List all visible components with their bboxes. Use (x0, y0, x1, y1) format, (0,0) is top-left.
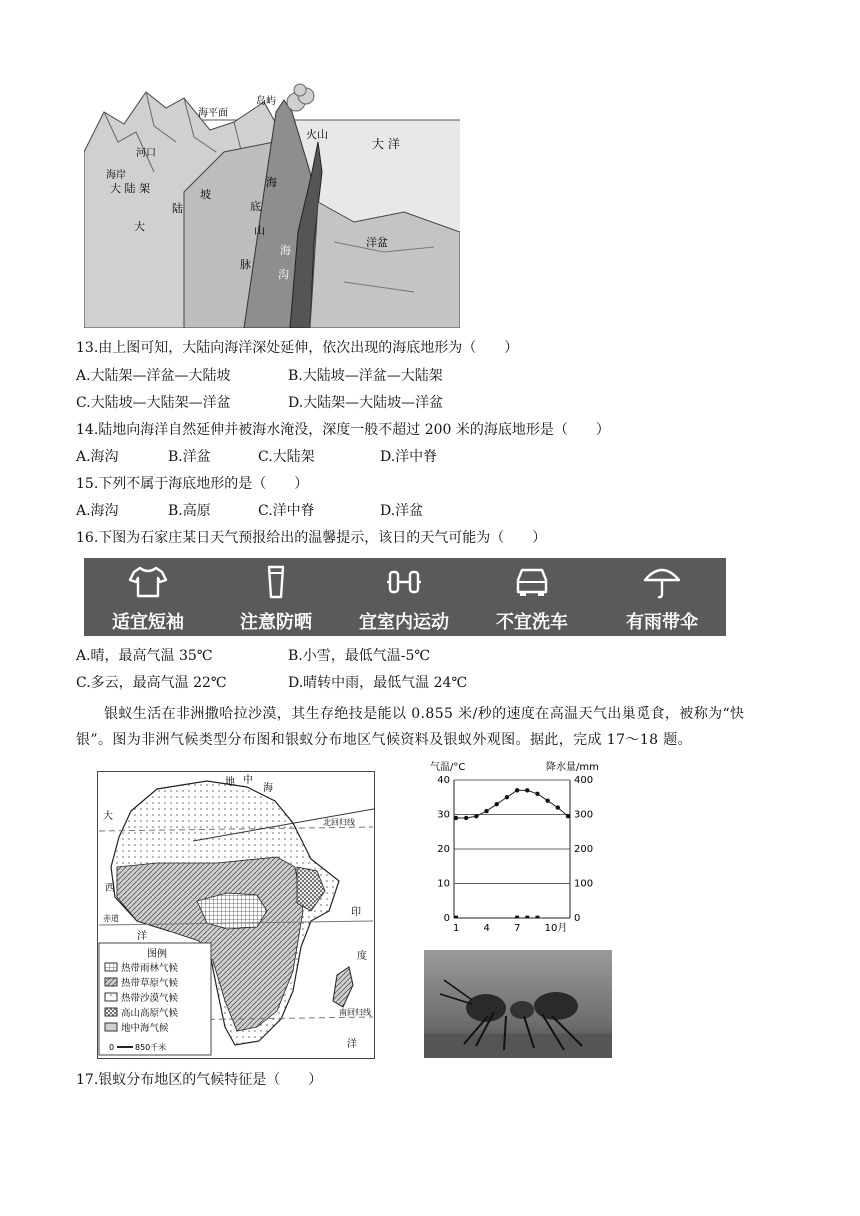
q16-option-b[interactable]: B.小雪，最低气温-5℃ (288, 648, 431, 664)
weather-tip-no-carwash (468, 558, 596, 636)
sunscreen-icon (256, 564, 296, 600)
q14-option-d[interactable]: D.洋中脊 (380, 449, 438, 465)
chart-xtick: 1 (453, 923, 460, 934)
map-scale-label: 850千米 (135, 1043, 167, 1052)
chart-temperature-point (515, 788, 519, 792)
q16-option-c[interactable]: C.多云，最高气温 22℃ (76, 675, 227, 691)
question-13-stem: 13.由上图可知，大陆向海洋深处延伸，依次出现的海底地形为（ ） (76, 340, 519, 356)
map-label-equator: 赤道 (103, 914, 119, 923)
reading-passage: 银蚁生活在非洲撒哈拉沙漠，其生存绝技是能以 0.855 米/秒的速度在高温天气出巢觅食，被称为“快银”。图为非洲气候类型分布图和银蚁分布地区气候资料及银蚁外观图。据此，完成 17～18 题。 (76, 706, 745, 748)
label-volcano: 火山 (306, 128, 328, 141)
weather-tip-short-sleeve (84, 558, 212, 636)
climate-chart (428, 760, 604, 936)
chart-temperature-point (535, 792, 539, 796)
tshirt-icon (128, 564, 168, 600)
map-label-indian-2: 度 (357, 951, 367, 962)
chart-ylabel-left: 气温/°C (430, 762, 466, 773)
map-legend-title: 图例 (147, 949, 167, 960)
map-label-atlantic-3: 洋 (137, 931, 147, 942)
chart-ytick-left: 10 (437, 878, 450, 890)
label-ridge-2: 底 (250, 200, 261, 213)
weather-tip-label: 不宜洗车 (496, 612, 568, 633)
weather-tip-label: 有雨带伞 (626, 612, 698, 633)
chart-temperature-line (456, 790, 568, 818)
chart-ylabel-right: 降水量/mm (546, 762, 599, 773)
weather-tip-sunscreen (212, 558, 340, 636)
car-icon (512, 564, 552, 600)
map-label-atlantic-1: 大 (103, 811, 113, 822)
label-sea-level: 海平面 (198, 108, 228, 119)
label-ridge-3: 山 (254, 224, 265, 237)
label-ocean: 大 洋 (372, 137, 400, 151)
chart-temperature-point (556, 805, 560, 809)
chart-precip-bar (535, 916, 539, 918)
chart-temperature-point (464, 816, 468, 820)
chart-ytick-left: 20 (437, 844, 450, 855)
chart-precip-bar (515, 916, 519, 918)
weather-tip-label: 宜室内运动 (359, 612, 449, 633)
question-14-stem: 14.陆地向海洋自然延伸并被海水淹没，深度一般不超过 200 米的海底地形是（ ） (76, 422, 610, 438)
chart-ytick-left: 30 (437, 809, 450, 821)
label-trench-2: 沟 (278, 268, 289, 281)
q13-option-c[interactable]: C.大陆坡—大陆架—洋盆 (76, 395, 231, 411)
map-label-indian-1: 印 (351, 907, 361, 918)
q15-option-c[interactable]: C.洋中脊 (258, 503, 315, 519)
q13-option-d[interactable]: D.大陆架—大陆坡—洋盆 (288, 395, 444, 411)
q13-option-a[interactable]: A.大陆架—洋盆—大陆坡 (76, 368, 231, 384)
map-label-tropic-south: 南回归线 (339, 1008, 371, 1017)
chart-temperature-point (505, 795, 509, 799)
q15-option-a[interactable]: A.海沟 (76, 503, 119, 519)
question-16-stem: 16.下图为石家庄某日天气预报给出的温馨提示，该日的天气可能为（ ） (76, 530, 547, 546)
chart-ytick-right: 200 (574, 844, 594, 855)
label-slope-1: 大 (134, 220, 145, 233)
label-slope-3: 坡 (200, 188, 211, 201)
weather-tips-banner (84, 558, 726, 636)
q14-option-a[interactable]: A.海沟 (76, 449, 119, 465)
chart-temperature-point (495, 802, 499, 806)
label-basin: 洋盆 (366, 236, 388, 249)
label-ridge-1: 海 (266, 176, 277, 189)
question-15-stem: 15.下列不属于海底地形的是（ ） (76, 476, 309, 492)
chart-temperature-point (525, 788, 529, 792)
chart-temperature-point (566, 814, 570, 818)
map-legend-item: 地中海气候 (121, 1023, 169, 1034)
map-scale-zero: 0 (109, 1043, 115, 1052)
chart-ytick-right: 0 (574, 913, 581, 924)
weather-tip-label: 适宜短袖 (112, 612, 184, 633)
map-label-med-2: 中 (243, 775, 253, 786)
map-legend-item: 热带草原气候 (121, 978, 179, 989)
chart-precip-bar (454, 916, 458, 918)
map-label-atlantic-2: 西 (105, 883, 115, 894)
weather-tip-label: 注意防晒 (240, 612, 312, 633)
q16-option-d[interactable]: D.晴转中雨，最低气温 24℃ (288, 675, 468, 691)
map-legend-item: 热带雨林气候 (121, 963, 179, 974)
chart-xtick: 10月 (544, 923, 568, 934)
map-label-med-3: 海 (263, 783, 273, 794)
label-coast: 海岸 (106, 170, 126, 181)
chart-temperature-point (474, 814, 478, 818)
map-legend-item: 高山高原气候 (121, 1008, 179, 1019)
chart-xtick: 4 (483, 923, 490, 934)
chart-ytick-right: 300 (574, 809, 594, 821)
weather-tip-indoor-sport (340, 558, 468, 636)
chart-temperature-point (484, 809, 488, 813)
q14-option-b[interactable]: B.洋盆 (168, 449, 211, 465)
africa-climate-map (97, 771, 375, 1059)
chart-temperature-point (545, 799, 549, 803)
dumbbell-icon (384, 564, 424, 600)
q14-option-c[interactable]: C.大陆架 (258, 449, 315, 465)
label-estuary: 河口 (136, 148, 156, 159)
q16-option-a[interactable]: A.晴，最高气温 35℃ (76, 648, 213, 664)
question-17-stem: 17.银蚁分布地区的气候特征是（ ） (76, 1072, 323, 1088)
q15-option-b[interactable]: B.高原 (168, 503, 211, 519)
chart-xtick: 7 (514, 923, 521, 934)
q13-option-b[interactable]: B.大陆坡—洋盆—大陆架 (288, 368, 443, 384)
weather-tip-umbrella (598, 558, 726, 636)
label-slope-2: 陆 (172, 202, 183, 215)
map-label-indian-3: 洋 (347, 1039, 357, 1050)
chart-precip-bar (525, 916, 529, 918)
silver-ant-photo (424, 950, 612, 1058)
umbrella-icon (642, 564, 682, 600)
chart-temperature-point (454, 816, 458, 820)
chart-ytick-right: 400 (574, 775, 594, 786)
label-island: 岛屿 (256, 96, 276, 107)
map-legend-item: 热带沙漠气候 (121, 993, 179, 1004)
chart-ytick-left: 0 (443, 913, 450, 924)
chart-ytick-right: 100 (574, 878, 594, 890)
label-shelf: 大 陆 架 (110, 182, 150, 195)
map-label-med-1: 地 (225, 777, 235, 788)
map-label-tropic-north: 北回归线 (323, 818, 355, 827)
chart-ytick-left: 40 (437, 775, 450, 786)
label-ridge-4: 脉 (240, 258, 251, 271)
seafloor-diagram (84, 82, 460, 328)
label-trench-1: 海 (280, 244, 291, 257)
q15-option-d[interactable]: D.洋盆 (380, 503, 424, 519)
